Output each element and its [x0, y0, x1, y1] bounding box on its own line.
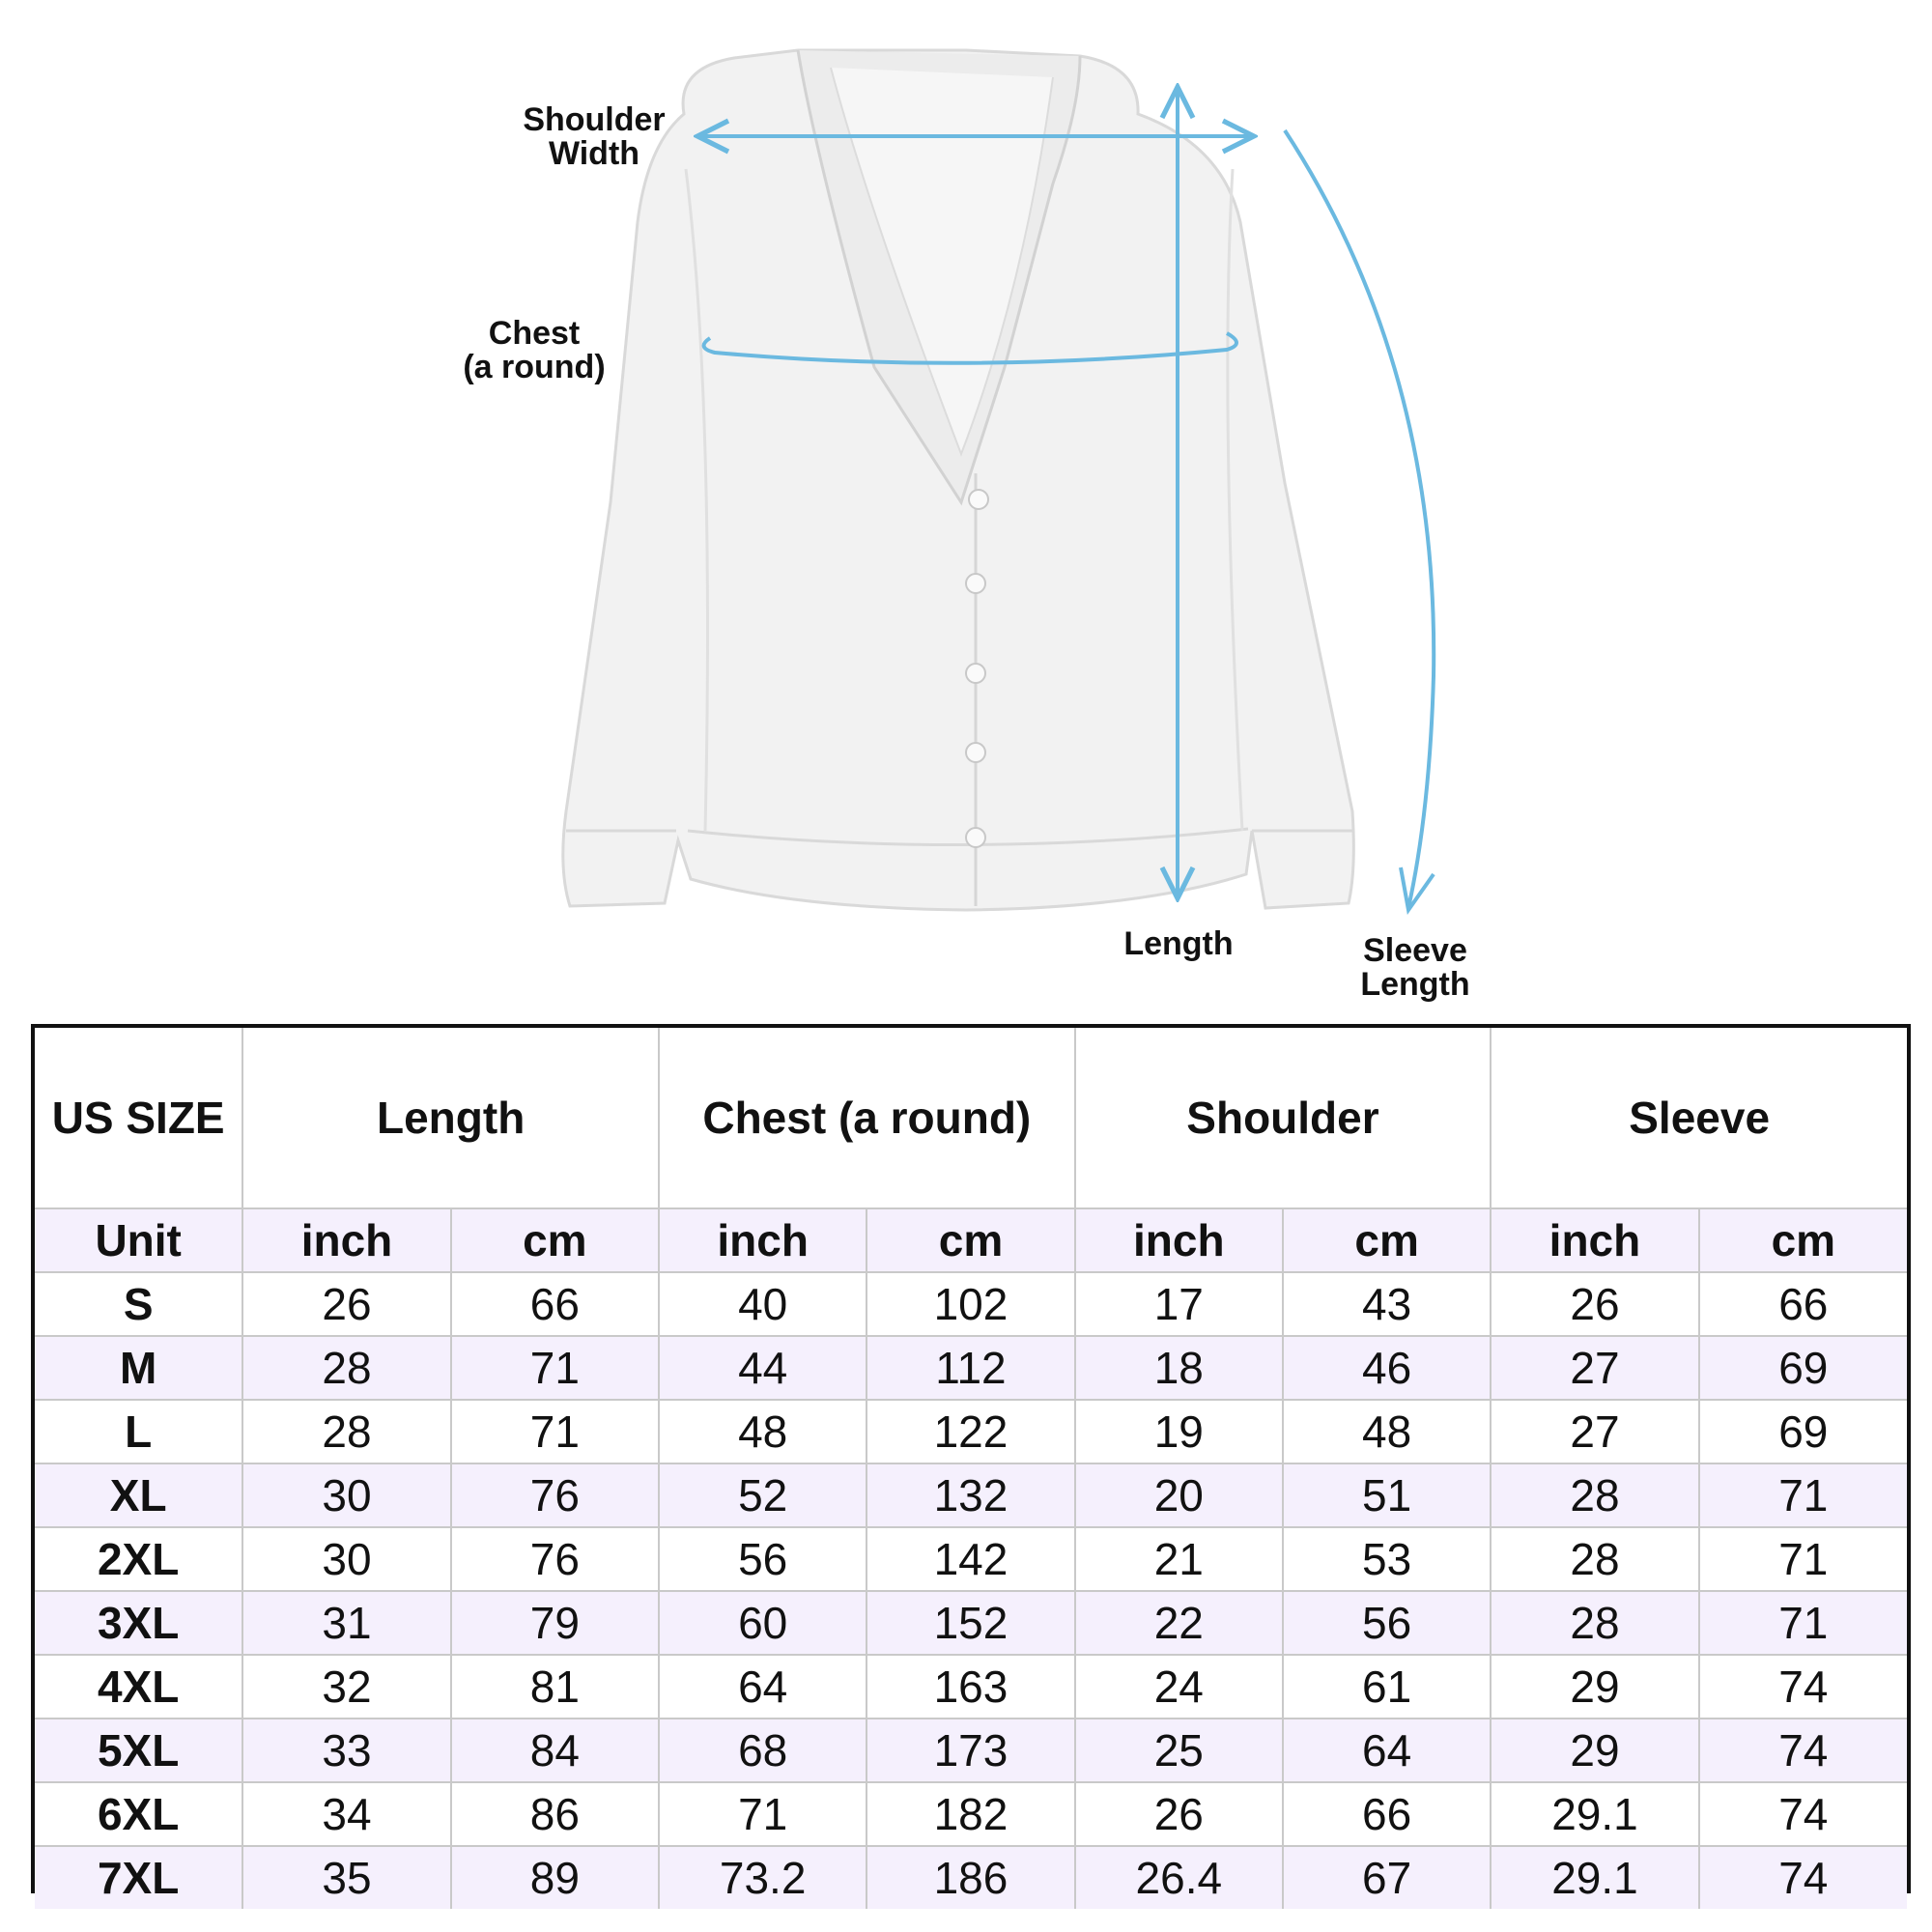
- value-cell: 51: [1283, 1463, 1491, 1527]
- value-cell: 74: [1699, 1719, 1907, 1782]
- value-cell: 30: [242, 1463, 450, 1527]
- header-row: [35, 1028, 1907, 1208]
- value-cell: 64: [1283, 1719, 1491, 1782]
- value-cell: 28: [242, 1400, 450, 1463]
- value-cell: 152: [867, 1591, 1074, 1655]
- value-cell: 79: [451, 1591, 659, 1655]
- value-cell: 73.2: [659, 1846, 867, 1909]
- sleeve-length-label: Sleeve Length: [1360, 932, 1470, 1003]
- value-cell: 26: [1075, 1782, 1283, 1846]
- value-cell: 173: [867, 1719, 1074, 1782]
- value-cell: 71: [1699, 1527, 1907, 1591]
- value-cell: 81: [451, 1655, 659, 1719]
- value-cell: 64: [659, 1655, 867, 1719]
- value-cell: 30: [242, 1527, 450, 1591]
- value-cell: 102: [867, 1272, 1074, 1336]
- chest-label: Chest (a round): [463, 315, 606, 385]
- value-cell: 71: [659, 1782, 867, 1846]
- unit-cell: cm: [867, 1208, 1074, 1272]
- value-cell: 182: [867, 1782, 1074, 1846]
- value-cell: 71: [1699, 1591, 1907, 1655]
- value-cell: 28: [242, 1336, 450, 1400]
- value-cell: 31: [242, 1591, 450, 1655]
- value-cell: 26.4: [1075, 1846, 1283, 1909]
- value-cell: 29.1: [1491, 1782, 1698, 1846]
- value-cell: 27: [1491, 1400, 1698, 1463]
- size-cell: L: [35, 1400, 242, 1463]
- value-cell: 29.1: [1491, 1846, 1698, 1909]
- value-cell: 71: [451, 1400, 659, 1463]
- value-cell: 26: [1491, 1272, 1698, 1336]
- unit-cell: cm: [451, 1208, 659, 1272]
- table-row: [35, 1272, 1907, 1336]
- value-cell: 48: [1283, 1400, 1491, 1463]
- value-cell: 112: [867, 1336, 1074, 1400]
- value-cell: 27: [1491, 1336, 1698, 1400]
- length-header: Length: [242, 1028, 659, 1208]
- cardigan-icon: [563, 50, 1354, 910]
- value-cell: 28: [1491, 1527, 1698, 1591]
- value-cell: 20: [1075, 1463, 1283, 1527]
- shoulder-header: Shoulder: [1075, 1028, 1492, 1208]
- table-row: [35, 1591, 1907, 1655]
- value-cell: 53: [1283, 1527, 1491, 1591]
- table-row: [35, 1782, 1907, 1846]
- value-cell: 22: [1075, 1591, 1283, 1655]
- value-cell: 84: [451, 1719, 659, 1782]
- table-row: [35, 1400, 1907, 1463]
- size-cell: XL: [35, 1463, 242, 1527]
- value-cell: 34: [242, 1782, 450, 1846]
- value-cell: 48: [659, 1400, 867, 1463]
- value-cell: 69: [1699, 1336, 1907, 1400]
- value-cell: 132: [867, 1463, 1074, 1527]
- value-cell: 28: [1491, 1463, 1698, 1527]
- table-row: [35, 1846, 1907, 1909]
- value-cell: 19: [1075, 1400, 1283, 1463]
- value-cell: 40: [659, 1272, 867, 1336]
- size-cell: M: [35, 1336, 242, 1400]
- unit-cell: cm: [1699, 1208, 1907, 1272]
- value-cell: 61: [1283, 1655, 1491, 1719]
- length-label: Length: [1123, 925, 1234, 962]
- value-cell: 26: [242, 1272, 450, 1336]
- size-cell: 3XL: [35, 1591, 242, 1655]
- size-cell: 7XL: [35, 1846, 242, 1909]
- table-row: [35, 1655, 1907, 1719]
- value-cell: 71: [451, 1336, 659, 1400]
- table-row: [35, 1719, 1907, 1782]
- value-cell: 66: [1283, 1782, 1491, 1846]
- value-cell: 25: [1075, 1719, 1283, 1782]
- sleeve-header: Sleeve: [1491, 1028, 1907, 1208]
- value-cell: 67: [1283, 1846, 1491, 1909]
- size-cell: S: [35, 1272, 242, 1336]
- size-cell: 6XL: [35, 1782, 242, 1846]
- value-cell: 86: [451, 1782, 659, 1846]
- unit-row: [35, 1208, 1907, 1272]
- value-cell: 56: [659, 1527, 867, 1591]
- value-cell: 66: [1699, 1272, 1907, 1336]
- value-cell: 17: [1075, 1272, 1283, 1336]
- value-cell: 74: [1699, 1846, 1907, 1909]
- value-cell: 24: [1075, 1655, 1283, 1719]
- unit-label: Unit: [35, 1208, 242, 1272]
- size-cell: 2XL: [35, 1527, 242, 1591]
- value-cell: 44: [659, 1336, 867, 1400]
- size-cell: 4XL: [35, 1655, 242, 1719]
- value-cell: 186: [867, 1846, 1074, 1909]
- unit-cell: inch: [659, 1208, 867, 1272]
- value-cell: 89: [451, 1846, 659, 1909]
- value-cell: 74: [1699, 1655, 1907, 1719]
- value-cell: 29: [1491, 1655, 1698, 1719]
- value-cell: 163: [867, 1655, 1074, 1719]
- value-cell: 29: [1491, 1719, 1698, 1782]
- value-cell: 122: [867, 1400, 1074, 1463]
- value-cell: 60: [659, 1591, 867, 1655]
- value-cell: 43: [1283, 1272, 1491, 1336]
- value-cell: 69: [1699, 1400, 1907, 1463]
- unit-cell: inch: [1491, 1208, 1698, 1272]
- value-cell: 21: [1075, 1527, 1283, 1591]
- chest-header: Chest (a round): [659, 1028, 1075, 1208]
- shoulder-width-label: Shoulder Width: [523, 101, 666, 172]
- value-cell: 56: [1283, 1591, 1491, 1655]
- unit-cell: inch: [1075, 1208, 1283, 1272]
- value-cell: 35: [242, 1846, 450, 1909]
- table-row: [35, 1527, 1907, 1591]
- value-cell: 28: [1491, 1591, 1698, 1655]
- value-cell: 66: [451, 1272, 659, 1336]
- unit-cell: cm: [1283, 1208, 1491, 1272]
- value-cell: 76: [451, 1463, 659, 1527]
- size-cell: 5XL: [35, 1719, 242, 1782]
- value-cell: 18: [1075, 1336, 1283, 1400]
- value-cell: 142: [867, 1527, 1074, 1591]
- value-cell: 74: [1699, 1782, 1907, 1846]
- us-size-header: US SIZE: [35, 1028, 242, 1208]
- value-cell: 76: [451, 1527, 659, 1591]
- value-cell: 33: [242, 1719, 450, 1782]
- table-row: [35, 1463, 1907, 1527]
- size-chart-table: [31, 1024, 1911, 1903]
- unit-cell: inch: [242, 1208, 450, 1272]
- value-cell: 71: [1699, 1463, 1907, 1527]
- value-cell: 32: [242, 1655, 450, 1719]
- value-cell: 46: [1283, 1336, 1491, 1400]
- value-cell: 52: [659, 1463, 867, 1527]
- value-cell: 68: [659, 1719, 867, 1782]
- table-row: [35, 1336, 1907, 1400]
